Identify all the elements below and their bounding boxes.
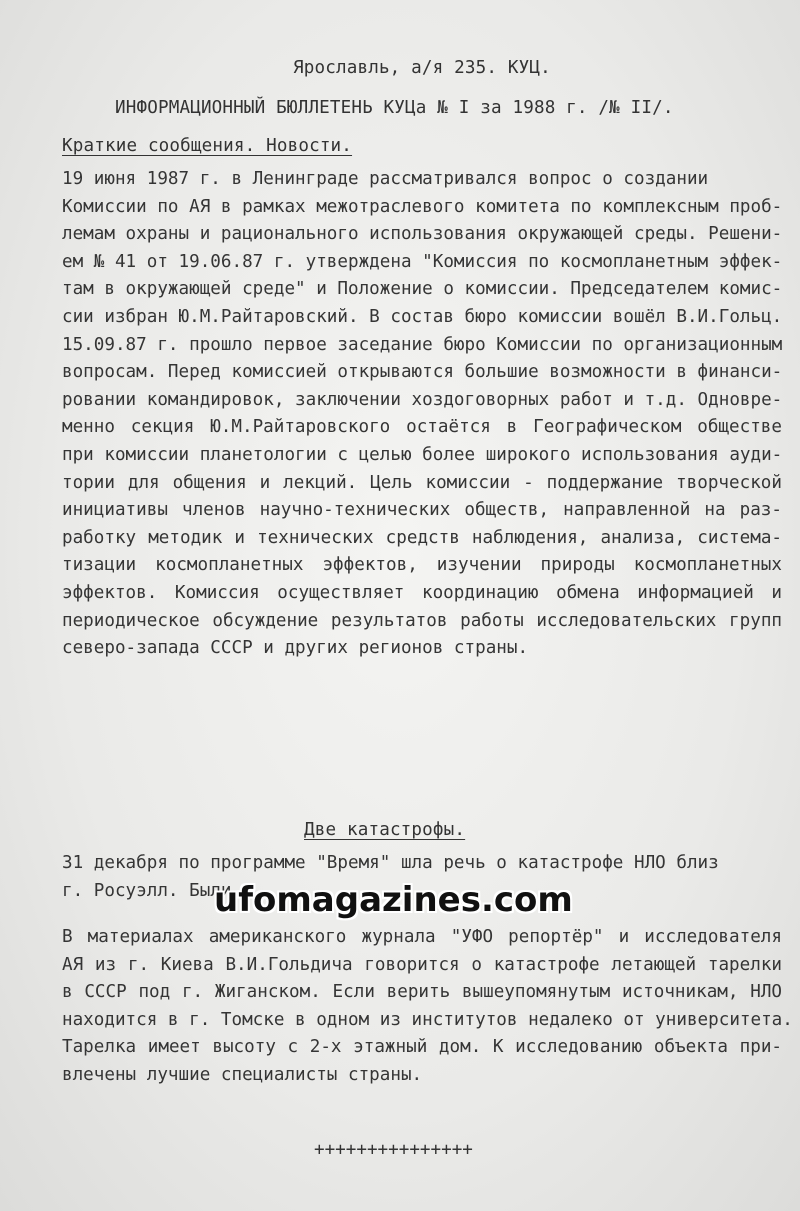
- text-line: Тарелка имеет высоту с 2-х этажный дом. К исследованию объекта при-: [62, 1037, 782, 1058]
- text-line: эффектов. Комиссия осуществляет координацию обмена информацией и: [62, 582, 782, 603]
- bulletin-title: ИНФОРМАЦИОННЫЙ БЮЛЛЕТЕНЬ КУЦа № I за 1988 г. /№ II/.: [115, 98, 674, 118]
- text-line: находится в г. Томске в одном из институтов недалеко от университета.: [62, 1009, 793, 1030]
- text-line: сии избран Ю.М.Райтаровский. В состав бюро комиссии вошёл В.И.Гольц.: [62, 306, 783, 327]
- text-line: влечены лучшие специалисты страны.: [62, 1064, 423, 1085]
- text-line: тории для общения и лекций. Цель комиссии - поддержание творческой: [62, 472, 782, 493]
- text-line: Комиссии по АЯ в рамках межотраслевого комитета по комплексным проб-: [62, 196, 783, 217]
- text-line: тизации космопланетных эффектов, изучении природы космопланетных: [62, 555, 782, 576]
- text-line: ровании командировок, заключении хоздоговорных работ и т.д. Одновре-: [62, 389, 783, 410]
- text-line: 19 июня 1987 г. в Ленинграде рассматривался вопрос о создании: [62, 169, 709, 189]
- text-line: периодическое обсуждение результатов работы исследовательских групп: [62, 610, 782, 631]
- text-line: инициативы членов научно-технических обществ, направленной на раз-: [62, 500, 782, 521]
- sender-address: Ярославль, а/я 235. КУЦ.: [293, 58, 551, 78]
- text-line: 31 декабря по программе "Время" шла речь о катастрофе НЛО близ: [62, 853, 719, 873]
- section-heading-news: Краткие сообщения. Новости.: [62, 136, 353, 156]
- text-line: 15.09.87 г. прошло первое заседание бюро Комиссии по организационным: [62, 334, 783, 355]
- text-line: в СССР под г. Жиганском. Если верить вышеупомянутым источникам, НЛО: [62, 982, 782, 1003]
- separator-line: +++++++++++++++: [314, 1140, 473, 1160]
- text-line: при комиссии планетологии с целью более широкого использования ауди-: [62, 444, 783, 465]
- text-line: В материалах американского журнала "УФО репортёр" и исследователя: [62, 927, 782, 947]
- text-line: г. Росуэлл. Были п: [62, 880, 253, 901]
- text-line: там в окружающей среде" и Положение о комиссии. Председателем комис-: [62, 279, 783, 300]
- text-line: лемам охраны и рационального использования окружающей среды. Решени-: [62, 224, 783, 245]
- text-line: менно секция Ю.М.Райтаровского остаётся в Географическом обществе: [62, 417, 782, 438]
- news-paragraph: [62, 166, 782, 663]
- text-line: северо-запада СССР и других регионов страны.: [62, 638, 529, 659]
- text-line: АЯ из г. Киева В.И.Гольдича говорится о катастрофе летающей тарелки: [62, 954, 782, 975]
- text-line: ем № 41 от 19.06.87 г. утверждена "Комиссия по космопланетным эффек-: [62, 251, 783, 272]
- watermark: ufomagazines.com: [214, 880, 573, 920]
- text-line: вопросам. Перед комиссией открываются большие возможности в финанси-: [62, 362, 783, 383]
- section-heading-two-catastrophes: Две катастрофы.: [304, 820, 466, 840]
- zhigansk-paragraph: [62, 924, 793, 1090]
- text-line: работку методик и технических средств наблюдения, анализа, система-: [62, 527, 782, 548]
